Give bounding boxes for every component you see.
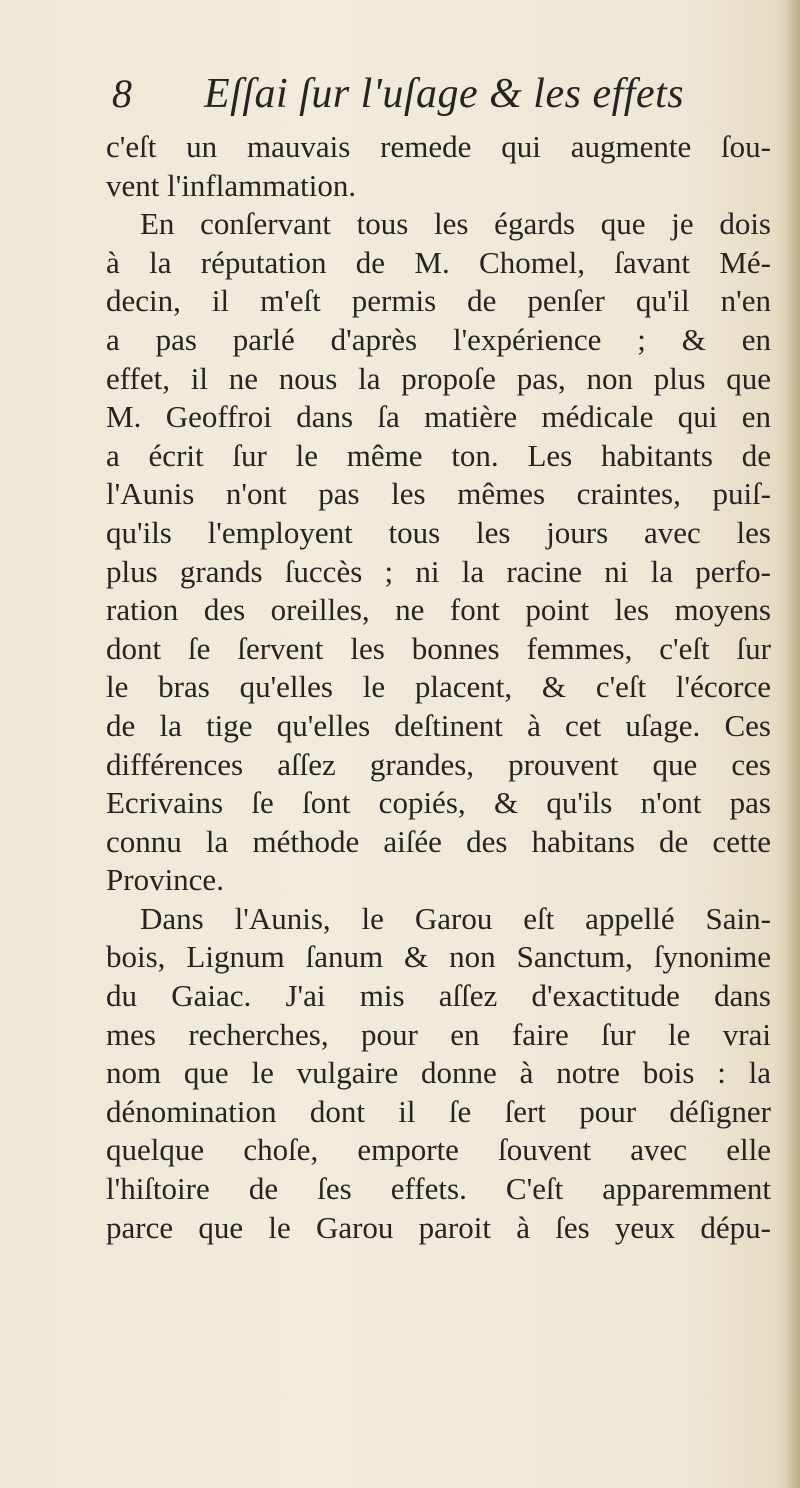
- text-line: du Gaiac. J'ai mis aſſez d'exactitude dans: [106, 978, 771, 1014]
- text-line: a écrit ſur le même ton. Les habitants de: [106, 437, 771, 473]
- text-line: nom que le vulgaire donne à notre bois : la: [106, 1055, 771, 1091]
- text-line: l'hiſtoire de ſes effets. C'eſt apparemment: [106, 1171, 771, 1207]
- text-line: vent l'inflammation.: [106, 167, 357, 203]
- page-header: [112, 68, 712, 120]
- text-line: dont ſe ſervent les bonnes femmes, c'eſt ſur: [106, 630, 771, 666]
- text-line: de la tige qu'elles deſtinent à cet uſage. Ces: [106, 707, 771, 743]
- text-line: le bras qu'elles le placent, & c'eſt l'écorce: [106, 669, 771, 705]
- text-line: bois, Lignum ſanum & non Sanctum, ſynonime: [106, 939, 771, 975]
- running-title: Eſſai ſur l'uſage & les effets: [204, 71, 685, 117]
- text-line: plus grands ſuccès ; ni la racine ni la perfo-: [106, 553, 771, 589]
- body-text: [106, 128, 771, 1247]
- text-line: différences aſſez grandes, prouvent que ces: [106, 746, 771, 782]
- text-line: En conſervant tous les égards que je dois: [140, 206, 771, 242]
- text-line: dénomination dont il ſe ſert pour déſigner: [106, 1093, 771, 1129]
- text-line: à la réputation de M. Chomel, ſavant Mé-: [106, 244, 771, 280]
- text-line: Ecrivains ſe ſont copiés, & qu'ils n'ont pas: [106, 785, 771, 821]
- text-line: l'Aunis n'ont pas les mêmes craintes, puiſ-: [106, 476, 771, 512]
- text-line: ration des oreilles, ne font point les moyens: [106, 592, 771, 628]
- text-line: Dans l'Aunis, le Garou eſt appellé Sain-: [140, 900, 771, 936]
- page-edge-shadow: [786, 0, 800, 1488]
- text-line: effet, il ne nous la propoſe pas, non plus que: [106, 360, 771, 396]
- text-line: qu'ils l'employent tous les jours avec les: [106, 514, 771, 550]
- text-line: M. Geoffroi dans ſa matière médicale qui en: [106, 399, 771, 435]
- text-line: quelque choſe, emporte ſouvent avec elle: [106, 1132, 771, 1168]
- text-line: Province.: [106, 862, 224, 898]
- text-line: a pas parlé d'après l'expérience ; & en: [106, 321, 771, 357]
- text-line: c'eſt un mauvais remede qui augmente ſou-: [106, 129, 771, 164]
- text-line: parce que le Garou paroit à ſes yeux dépu-: [106, 1209, 771, 1245]
- text-line: mes recherches, pour en faire ſur le vrai: [106, 1016, 771, 1052]
- text-line: connu la méthode aiſée des habitans de cette: [106, 823, 771, 859]
- page-number: 8: [112, 71, 132, 116]
- text-line: decin, il m'eſt permis de penſer qu'il n'en: [106, 283, 771, 319]
